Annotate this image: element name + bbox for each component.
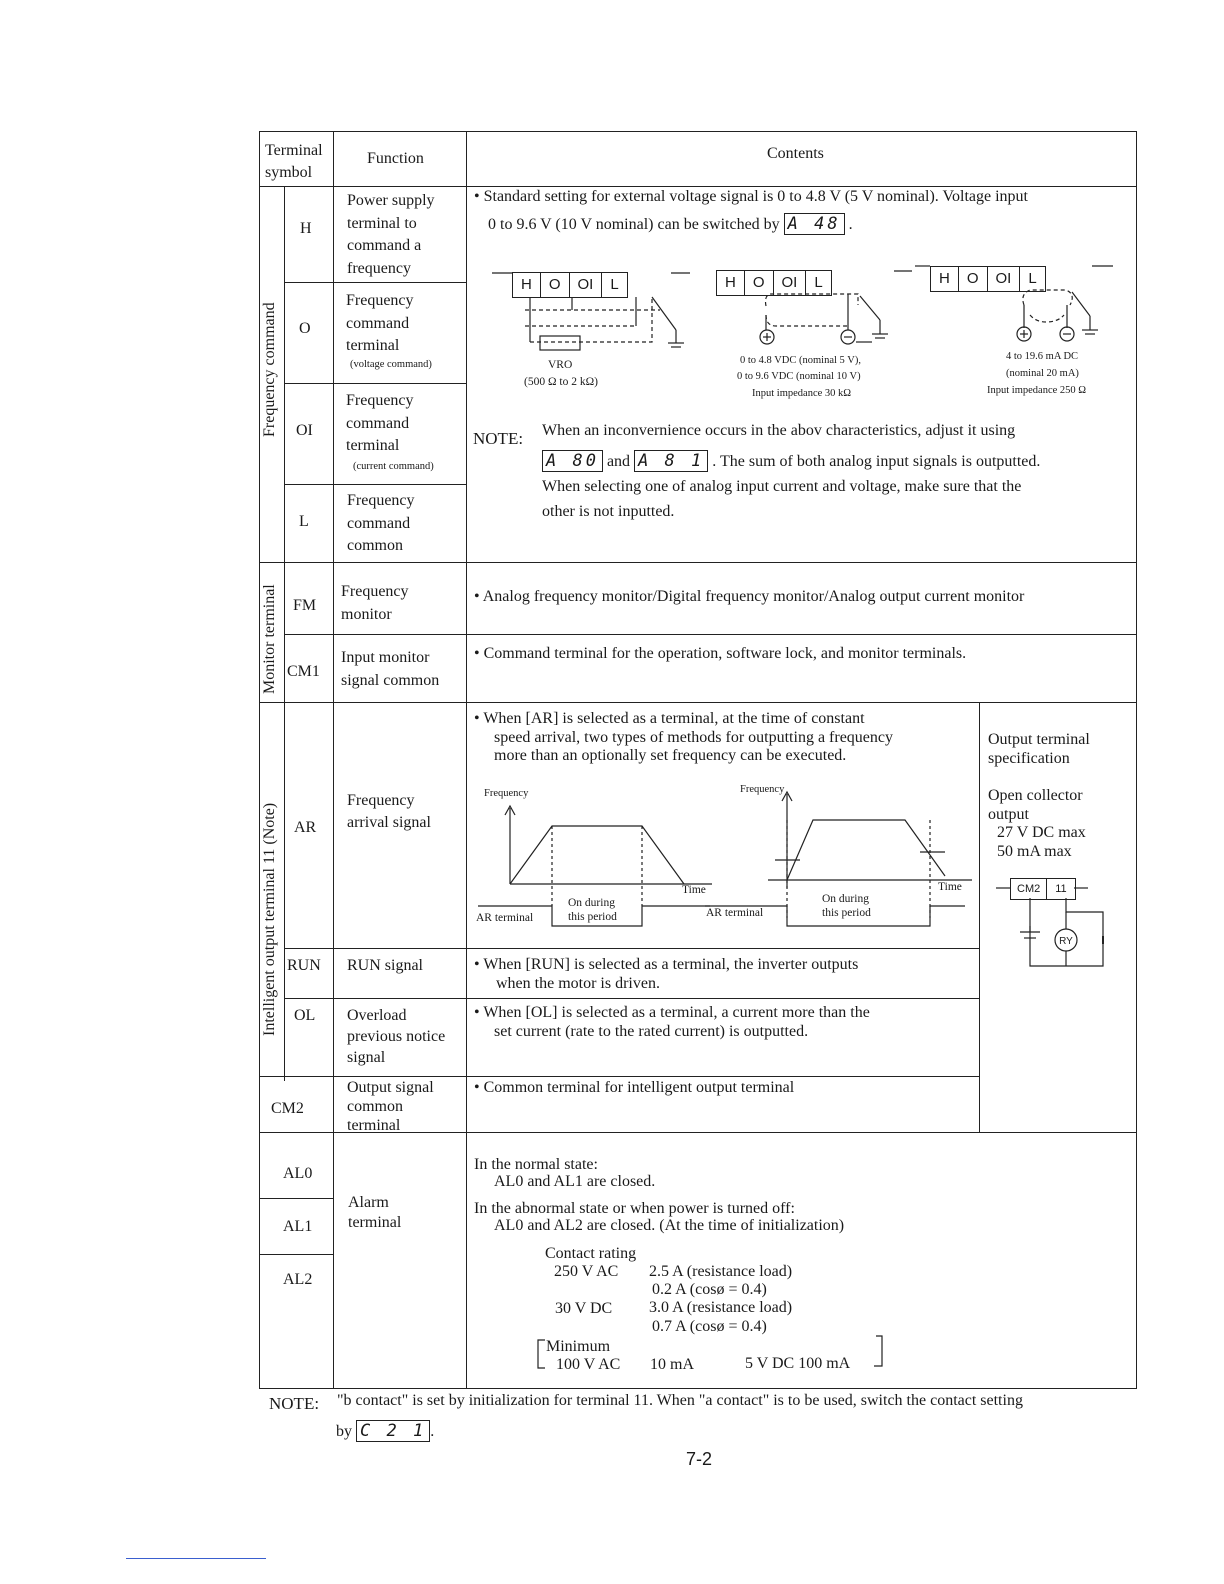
content-H-1: • Standard setting for external voltage signal is 0 to 4.8 V (5 V nominal). Voltage input: [474, 188, 1028, 205]
analog-note-line-1: When an inconvernience occurs in the abov characteristics, adjust it using: [542, 422, 1016, 439]
chart2-this-period: this period: [822, 907, 871, 919]
contact-rating-title: Contact rating: [545, 1245, 637, 1262]
content-RUN-2: when the motor is driven.: [496, 975, 660, 992]
footnote-label: NOTE:: [269, 1394, 320, 1413]
symbol-AL0: AL0: [283, 1165, 313, 1182]
rating-30vdc-cos: 0.7 A (cosø = 0.4): [652, 1318, 767, 1335]
content-OL-2: set current (rate to the rated current) is outputted.: [494, 1023, 809, 1040]
footnote-text: "b contact" is set by initialization for terminal 11. When "a contact" is to be used, switch the contact setting: [337, 1392, 1023, 1409]
symbol-O: O: [299, 320, 311, 337]
chart1-frequency-label: Frequency: [484, 788, 529, 799]
function-L: Frequency command common: [347, 492, 415, 554]
function-H: Power supply terminal to command a frequency: [347, 192, 435, 277]
function-O: Frequency command terminal: [346, 292, 414, 354]
vro-range: (500 Ω to 2 kΩ): [524, 376, 598, 388]
content-RUN-1: • When [RUN] is selected as a terminal, the inverter outputs: [474, 956, 859, 973]
symbol-RUN: RUN: [287, 957, 321, 974]
content-H-2-text: 0 to 9.6 V (10 V nominal) can be switched by: [488, 216, 780, 233]
output-spec-title-2: specification: [988, 750, 1070, 767]
function-CM1: Input monitor signal common: [341, 649, 440, 689]
symbol-H: H: [300, 220, 312, 237]
code-a81: A 8 1: [634, 450, 708, 472]
content-FM: • Analog frequency monitor/Digital frequency monitor/Analog output current monitor: [474, 588, 1025, 605]
rating-30vdc: 30 V DC: [555, 1300, 613, 1317]
terminal-OI: OI: [988, 267, 1021, 291]
terminal-11: 11: [1055, 883, 1067, 895]
cur-spec-2: (nominal 20 mA): [1006, 368, 1079, 379]
page-number: 7-2: [686, 1449, 713, 1469]
header-contents: Contents: [767, 145, 824, 162]
analog-note-line-4: other is not inputted.: [542, 503, 675, 520]
code-a48: A 48: [784, 213, 845, 235]
terminal-H: H: [513, 273, 541, 297]
function-FM: Frequency monitor: [341, 583, 409, 623]
chart1-ar-terminal: AR terminal: [476, 912, 534, 924]
volt-spec-1: 0 to 4.8 VDC (nominal 5 V),: [740, 355, 861, 366]
terminal-H: H: [931, 267, 959, 291]
rating-30vdc-res: 3.0 A (resistance load): [649, 1299, 793, 1316]
output-spec-current: 50 mA max: [997, 843, 1072, 860]
function-OI: Frequency command terminal: [346, 392, 414, 454]
rating-250vac-cos: 0.2 A (cosø = 0.4): [652, 1281, 767, 1298]
output-spec-oc-2: output: [988, 806, 1029, 823]
chart1-this-period: this period: [568, 911, 617, 923]
minimum-10ma: 10 mA: [650, 1356, 694, 1373]
rating-250vac-res: 2.5 A (resistance load): [649, 1263, 793, 1280]
terminal-cm2: CM2: [1011, 879, 1047, 899]
analog-note-line-2-text: . The sum of both analog input signals is outputted.: [712, 453, 1041, 470]
content-AR-3: more than an optionally set frequency can be executed.: [494, 747, 847, 764]
cur-spec-1: 4 to 19.6 mA DC: [1006, 351, 1079, 362]
symbol-CM2: CM2: [271, 1100, 304, 1117]
chart2-frequency-label: Frequency: [740, 784, 785, 795]
terminal-O: O: [959, 267, 988, 291]
symbol-AR: AR: [294, 819, 317, 836]
chart1-on-during: On during: [568, 897, 615, 909]
footnote-by: by: [336, 1423, 352, 1440]
analog-note-label: NOTE:: [473, 429, 524, 448]
terminal-OI: OI: [570, 273, 603, 297]
terminal-H: H: [717, 271, 745, 295]
code-c21: C 2 1: [356, 1420, 430, 1442]
symbol-OL: OL: [294, 1007, 316, 1024]
cur-spec-3: Input impedance 250 Ω: [987, 385, 1087, 396]
terminal-L: L: [814, 274, 823, 291]
relay-ry-label: RY: [1059, 936, 1073, 947]
content-AR-1: • When [AR] is selected as a terminal, at the time of constant: [474, 710, 865, 727]
group-frequency-command: Frequency command: [261, 302, 278, 437]
minimum-5vdc: 5 V DC 100 mA: [745, 1355, 851, 1372]
symbol-L: L: [299, 513, 309, 530]
function-OL: Overload previous notice signal: [347, 1007, 446, 1066]
volt-spec-2: 0 to 9.6 VDC (nominal 10 V): [737, 371, 861, 382]
code-a80: A 80: [542, 450, 603, 472]
content-OL-1: • When [OL] is selected as a terminal, a current more than the: [474, 1004, 870, 1021]
rating-250vac: 250 V AC: [554, 1263, 619, 1280]
alarm-abnormal-2: AL0 and AL2 are closed. (At the time of initialization): [494, 1217, 845, 1234]
symbol-AL1: AL1: [283, 1218, 313, 1235]
terminal-O: O: [541, 273, 570, 297]
function-alarm: Alarm terminal: [348, 1194, 402, 1231]
symbol-AL2: AL2: [283, 1271, 313, 1288]
terminal-O: O: [745, 271, 774, 295]
content-CM1: • Command terminal for the operation, software lock, and monitor terminals.: [474, 645, 967, 662]
chart2-on-during: On during: [822, 893, 869, 905]
symbol-CM1: CM1: [287, 663, 320, 680]
alarm-normal: In the normal state:: [474, 1156, 598, 1173]
footnote-period: .: [430, 1423, 435, 1440]
minimum-100vac: 100 V AC: [556, 1356, 621, 1373]
group-intelligent-output: Intelligent output terminal 11 (Note): [261, 802, 278, 1036]
function-O-note: (voltage command): [350, 359, 432, 370]
output-spec-oc-1: Open collector: [988, 787, 1083, 804]
chart2-time-label: Time: [938, 881, 962, 893]
terminal-OI: OI: [774, 271, 807, 295]
function-RUN: RUN signal: [347, 957, 423, 974]
group-monitor-terminal: Monitor terminal: [261, 584, 278, 694]
output-spec-voltage: 27 V DC max: [997, 824, 1086, 841]
header-terminal-symbol: Terminal symbol: [265, 142, 323, 181]
terminal-L: L: [1028, 270, 1037, 287]
function-OI-note: (current command): [353, 461, 434, 472]
alarm-abnormal: In the abnormal state or when power is turned off:: [474, 1200, 795, 1217]
symbol-FM: FM: [293, 597, 317, 614]
function-CM2: Output signal common terminal: [347, 1079, 434, 1134]
chart2-ar-terminal: AR terminal: [706, 907, 764, 919]
header-function: Function: [367, 150, 424, 167]
footnote-by-line: [336, 1420, 434, 1443]
content-H-2: 0 to 9.6 V (10 V nominal) can be switched by A 48 .: [488, 214, 853, 234]
content-AR-2: speed arrival, two types of methods for outputting a frequency: [494, 729, 893, 746]
content-CM2: • Common terminal for intelligent output terminal: [474, 1079, 795, 1096]
volt-spec-3: Input impedance 30 kΩ: [752, 388, 852, 399]
analog-note-and: and: [606, 453, 631, 470]
scan-artifact-line: [126, 1558, 266, 1559]
function-AR: Frequency arrival signal: [347, 792, 431, 831]
vro-label: VRO: [548, 359, 573, 371]
terminal-L: L: [610, 276, 619, 293]
chart1-time-label: Time: [682, 884, 706, 896]
symbol-OI: OI: [296, 422, 313, 439]
minimum-label: Minimum: [546, 1338, 611, 1355]
output-spec-title-1: Output terminal: [988, 731, 1090, 748]
alarm-normal-2: AL0 and AL1 are closed.: [494, 1173, 656, 1190]
analog-note-line-3: When selecting one of analog input current and voltage, make sure that the: [542, 478, 1022, 495]
